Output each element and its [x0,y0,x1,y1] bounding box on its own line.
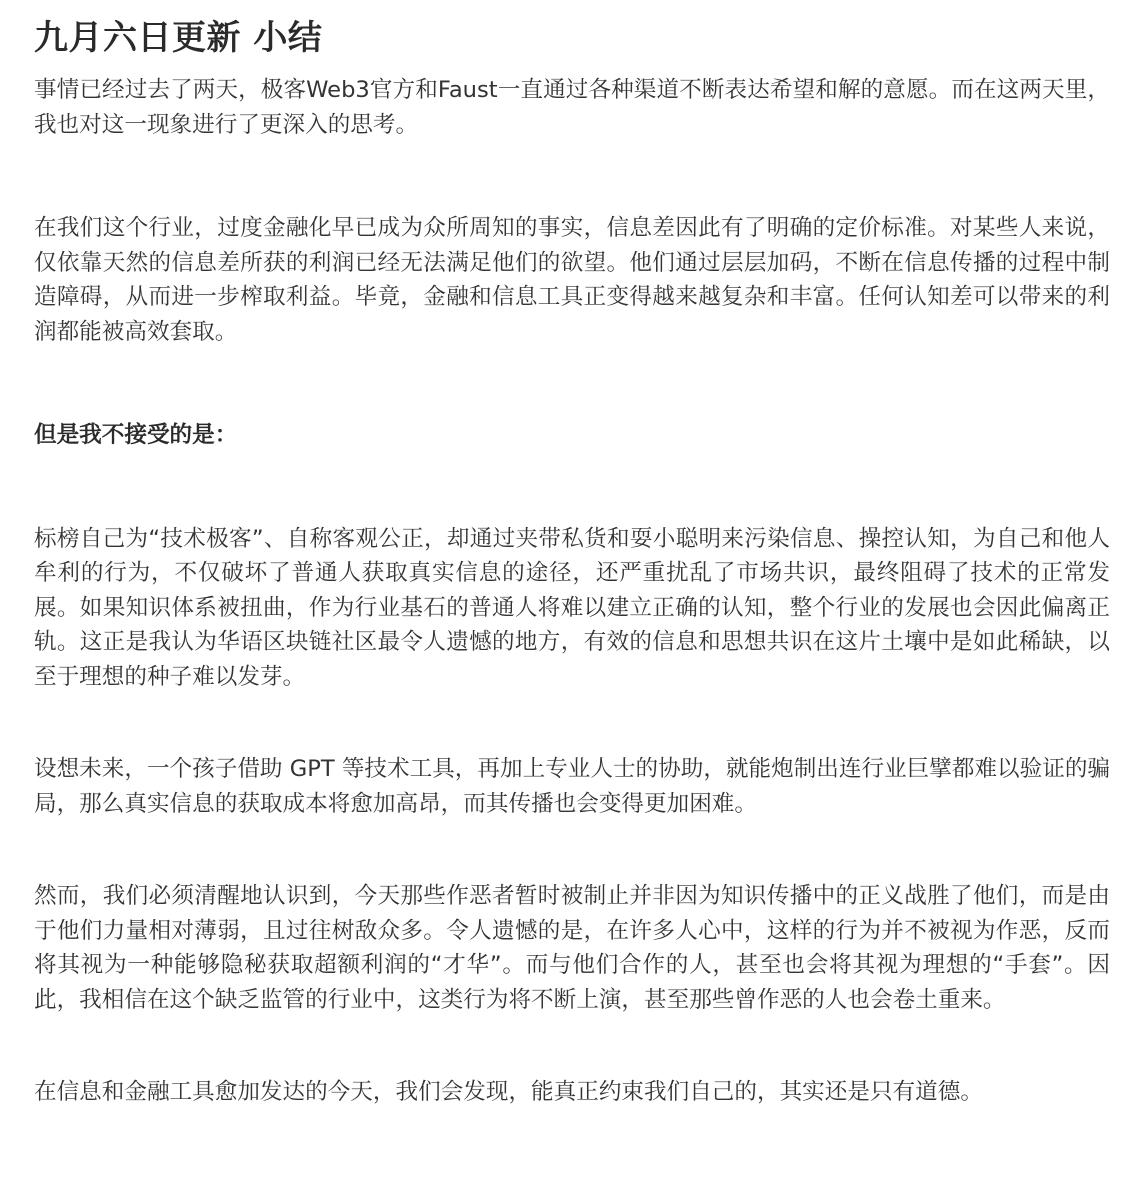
paragraph-spacer [34,1017,1110,1075]
paragraph-spacer [34,821,1110,879]
paragraph-spacer [34,142,1110,211]
paragraph-spacer [34,349,1110,418]
paragraph-heading-not-accept: 但是我不接受的是： [34,422,238,448]
paragraph-spacer [34,694,1110,752]
paragraph-spacer [34,453,1110,522]
paragraph-criticism: 标榜自己为“技术极客”、自称客观公正，却通过夹带私货和耍小聪明来污染信息、操控认知，为自己和他人牟利的行为，不仅破坏了普通人获取真实信息的途径，还严重扰乱了市场共识，最终阻碍了技术的正常发展。如果知识体系被扭曲，作为行业基石的普通人将难以建立正确的认知，整个行业的发展也会因此偏离正轨。这正是我认为华语区块链社区最令人遗憾的地方，有效的信息和思想共识在这片土壤中是如此稀缺，以至于理想的种子难以发芽。 [34,525,1110,690]
paragraph-however: 然而，我们必须清醒地认识到，今天那些作恶者暂时被制止并非因为知识传播中的正义战胜了他们，而是由于他们力量相对薄弱，且过往树敌众多。令人遗憾的是，在许多人心中，这样的行为并不被视为作恶，反而将其视为一种能够隐秘获取超额利润的“才华”。而与他们合作的人，甚至也会将其视为理想的“手套”。因此，我相信在这个缺乏监管的行业中，这类行为将不断上演，甚至那些曾作恶的人也会卷土重来。 [34,883,1110,1013]
paragraph-intro: 事情已经过去了两天，极客Web3官方和Faust一直通过各种渠道不断表达希望和解的意愿。而在这两天里，我也对这一现象进行了更深入的思考。 [34,77,1110,138]
paragraph-future: 设想未来，一个孩子借助 GPT 等技术工具，再加上专业人士的协助，就能炮制出连行业巨擘都难以验证的骗局，那么真实信息的获取成本将愈加高昂，而其传播也会变得更加困难。 [34,756,1111,817]
paragraph-conclusion: 在信息和金融工具愈加发达的今天，我们会发现，能真正约束我们自己的，其实还是只有道德。 [34,1079,983,1105]
paragraph-industry: 在我们这个行业，过度金融化早已成为众所周知的事实，信息差因此有了明确的定价标准。对某些人来说，仅依靠天然的信息差所获的利润已经无法满足他们的欲望。他们通过层层加码，不断在信息传播的过程中制造障碍，从而进一步榨取利益。毕竟，金融和信息工具正变得越来越复杂和丰富。任何认知差可以带来的利润都能被高效套取。 [34,215,1110,345]
document-title: 九月六日更新 小结 [34,18,323,58]
